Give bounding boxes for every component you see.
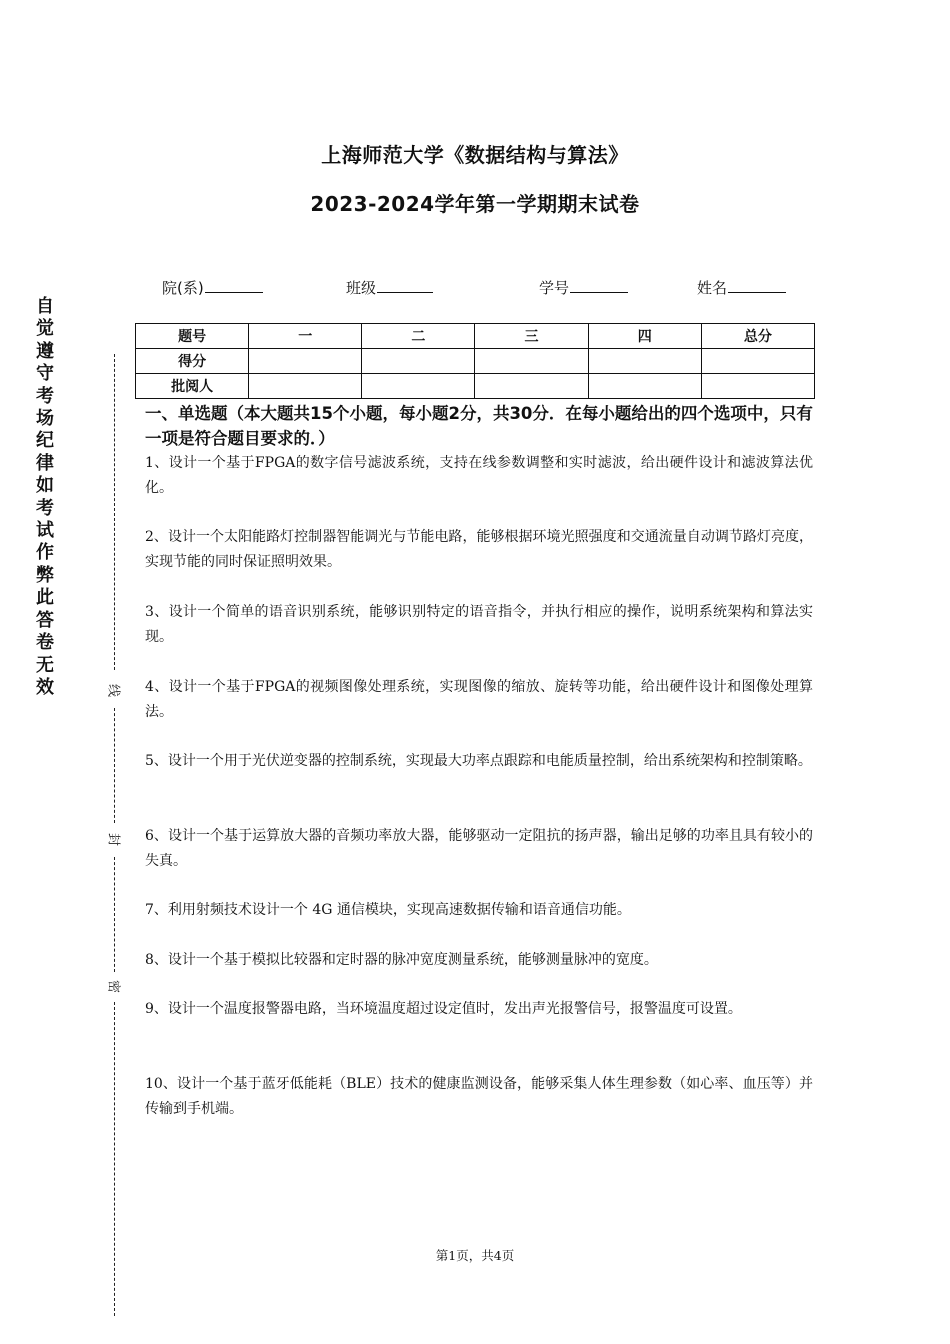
department-blank	[205, 276, 263, 293]
class-field	[346, 276, 433, 298]
score-table-cell	[701, 374, 814, 399]
student-id-blank	[570, 276, 628, 293]
score-table-cell	[588, 349, 701, 374]
question-item: 5、设计一个用于光伏逆变器的控制系统，实现最大功率点跟踪和电能质量控制，给出系统架构和控制策略。	[145, 753, 812, 769]
section-heading: 一、单选题（本大题共15个小题，每小题2分，共30分．在每小题给出的四个选项中，只有一项是符合题目要求的．）	[145, 404, 813, 448]
question-item: 9、设计一个温度报警器电路，当环境温度超过设定值时，发出声光报警信号，报警温度可设置。	[145, 1001, 742, 1017]
score-table	[135, 323, 815, 399]
binding-mark-line: 线	[105, 683, 121, 697]
question-item: 2、设计一个太阳能路灯控制器智能调光与节能电路，能够根据环境光照强度和交通流量自动调节路灯亮度，实现节能的同时保证照明效果。	[145, 529, 813, 570]
score-table-cell: 得分	[136, 349, 249, 374]
score-table-cell	[362, 349, 475, 374]
exam-title-line1: 上海师范大学《数据结构与算法》	[321, 143, 629, 167]
score-table-cell: 二	[362, 324, 475, 349]
score-table-row	[136, 374, 815, 399]
name-field	[697, 276, 786, 298]
score-table-cell: 批阅人	[136, 374, 249, 399]
binding-dashed-line	[114, 1002, 115, 1316]
score-table-cell: 题号	[136, 324, 249, 349]
question-item: 10、设计一个基于蓝牙低能耗（BLE）技术的健康监测设备，能够采集人体生理参数（如心率、血压等）并传输到手机端。	[145, 1076, 813, 1117]
question-item: 7、利用射频技术设计一个 4G 通信模块，实现高速数据传输和语音通信功能。	[145, 902, 631, 918]
binding-mark-seal: 封	[105, 832, 121, 846]
student-id-label: 学号	[539, 279, 570, 297]
score-table-cell	[475, 349, 588, 374]
binding-dashed-line	[114, 857, 115, 972]
exam-discipline-notice: 自觉遵守考场纪律如考试作弊此答卷无效	[36, 296, 54, 698]
question-item: 8、设计一个基于模拟比较器和定时器的脉冲宽度测量系统，能够测量脉冲的宽度。	[145, 952, 658, 968]
score-table-cell: 总分	[701, 324, 814, 349]
binding-dashed-line	[114, 708, 115, 823]
question-item: 1、设计一个基于FPGA的数字信号滤波系统，支持在线参数调整和实时滤波，给出硬件设计和滤波算法优化。	[145, 455, 813, 496]
student-info-row	[0, 276, 950, 300]
department-field	[162, 276, 263, 298]
department-label: 院(系)	[162, 279, 204, 297]
score-table-cell	[588, 374, 701, 399]
page-number: 第1页，共4页	[435, 1248, 515, 1263]
class-blank	[377, 276, 433, 293]
score-table-cell: 三	[475, 324, 588, 349]
score-table-cell	[362, 374, 475, 399]
name-blank	[728, 276, 786, 293]
student-id-field	[539, 276, 628, 298]
binding-mark-secret: 密	[105, 979, 121, 993]
score-table-cell	[701, 349, 814, 374]
question-item: 3、设计一个简单的语音识别系统，能够识别特定的语音指令，并执行相应的操作，说明系统架构和算法实现。	[145, 604, 813, 645]
score-table-cell: 四	[588, 324, 701, 349]
score-table-cell	[475, 374, 588, 399]
score-table-cell	[249, 349, 362, 374]
exam-title-line2: 2023-2024学年第一学期期末试卷	[310, 192, 640, 216]
question-item: 6、设计一个基于运算放大器的音频功率放大器，能够驱动一定阻抗的扬声器，输出足够的功率且具有较小的失真。	[145, 828, 813, 869]
score-table-header-row	[136, 324, 815, 349]
name-label: 姓名	[697, 279, 728, 297]
question-item: 4、设计一个基于FPGA的视频图像处理系统，实现图像的缩放、旋转等功能，给出硬件设计和图像处理算法。	[145, 679, 813, 720]
score-table-cell: 一	[249, 324, 362, 349]
score-table-row	[136, 349, 815, 374]
binding-dashed-line	[114, 354, 115, 670]
class-label: 班级	[346, 279, 377, 297]
score-table-cell	[249, 374, 362, 399]
